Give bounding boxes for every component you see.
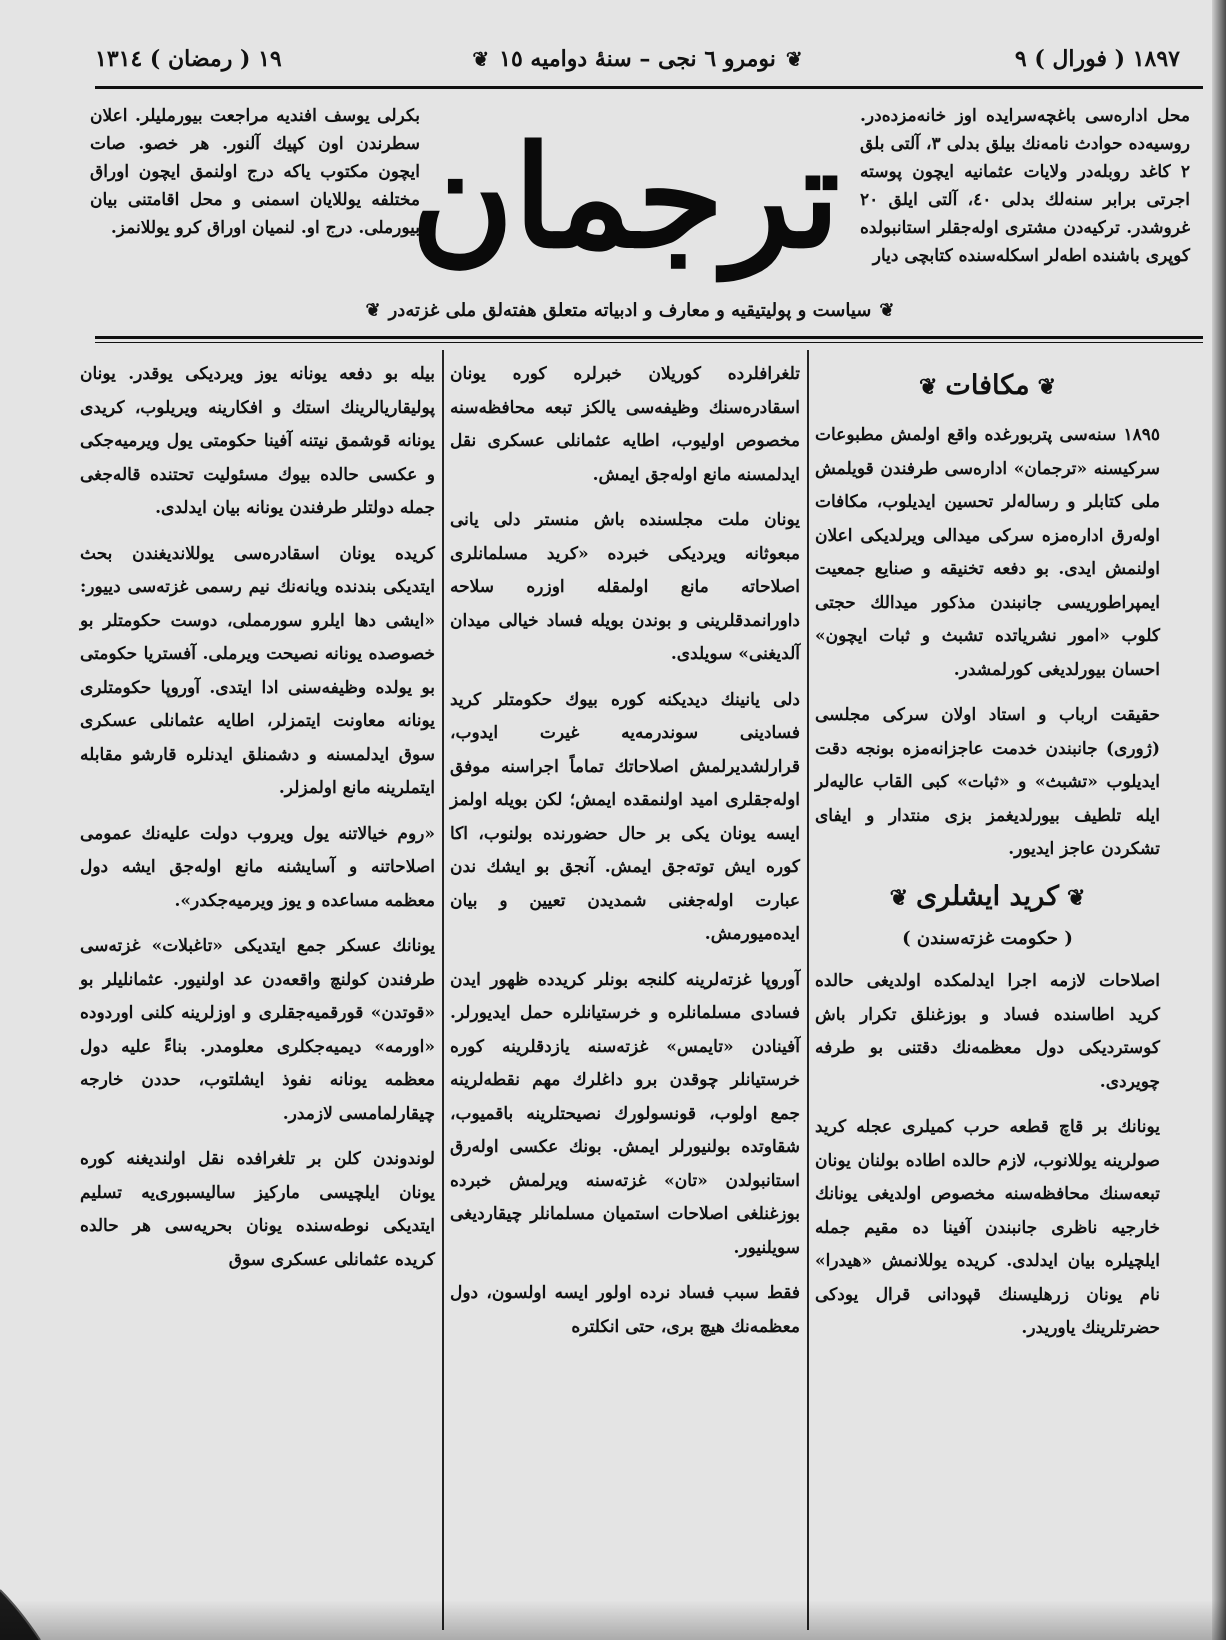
paragraph: یونانك بر قاچ قطعه حرب کمیلری عجله کرید صولرینه یوللانوب، لازم حالده اطاده بولنان یونان تبعه‌سنك محافظه‌سنه مخصوص اولدیغی یونانك خارجیه ناظری جانبندن آفینا ده مقیم جمله ایلچیلره بیان ایدلدی. کریده یوللانمش «هیدرا» نام یونان زرهلیسنك قپودانی قرال یودکی حضرتلرینك یاوریدر.	[815, 1117, 1160, 1338]
heading-text: مکافات	[945, 370, 1030, 401]
column-right	[815, 358, 1160, 1358]
ear-left-text: بکرلی یوسف افندیه مراجعت بیورملیلر. اعلان سطرندن اون کپیك آلنور. هر خصو. صات ایچون مکتوب یاکه درج اولنمق ایچون اوراق مختلفه یوللایان اسمنی و محل اقامتنی بیان بیورملی. درج او. لنمیان اوراق کرو یوللانمز.	[90, 106, 420, 238]
ornament-icon: ❦	[889, 884, 909, 911]
column-middle	[450, 358, 800, 1356]
ornament-icon: ❦	[365, 300, 381, 321]
page-edge-shadow	[1212, 0, 1226, 1640]
paragraph: یونان ملت مجلسنده باش منستر دلی یانی مبعوثانه ویردیکی خبرده «کرید مسلمانلری اصلاحاته مانع اولمقله اوزره سلاحه داورانمدقلرینی و بوندن بویله فساد خیالی میدان آلدیغنی» سویلدی.	[450, 510, 800, 664]
paragraph: یونانك عسکر جمع ایتدیکی «تاغبلات» غزته‌سی طرفندن کولنچ واقعه‌دن عد اولنیور. عثمانلیلر بو «قوتدن» قورقمیه‌جقلری و اوزلرینه کلنی اوردوده «اورمه» دیمیه‌جکلری معلومدر. بناءً علیه دول معظمه یونانه نفوذ ایشلتوب، حددن خارجه چیقارلمامسی لازمدر.	[80, 936, 435, 1124]
paragraph: دلی یانینك دیدیکنه کوره بیوك حکومتلر کرید فسادینی سوندرمه‌یه غیرت ایدوب، قرارلشدیرلمش اصلاحاتك تماماً اجراسنه موفق اوله‌جقلری امید اولنمقده ایمش؛ لکن بویله اولمز ایسه یونان یکی بر حال حضورنده بولنوب، اکا کوره ایش توته‌جق ایمش. آنجق بو ایشك ندن عبارت اوله‌جغنی شمدیدن تعیین و بیان ایده‌میورمش.	[450, 689, 800, 944]
paragraph: بیله بو دفعه یونانه یوز ویردیکی یوقدر. یونان پولیقاریالرینك استك و افکارینه ویریلوب، کریدی یونانه قوشمق نیتنه آفینا حکومتی یول ویرمیه‌جکی و عکسی حالده بیوك مسئولیت تحتنده قاله‌جغی جمله دولتلر طرفندن یونانه بیان ایدلدی.	[80, 364, 435, 518]
heading-text: کرید ایشلری	[916, 880, 1059, 912]
top-rule	[95, 86, 1203, 89]
paragraph: ١٨٩٥ سنه‌سی پتربورغده واقع اولمش مطبوعات سرکیسنه «ترجمان» اداره‌سی طرفندن قویلمش ملی کتابلر و رساله‌لر تحسین ایدیلوب، مکافات اوله‌رق اداره‌مزه سرکی میدالی ویرلدیکی اعلان اولنمش ایدی. بو دفعه تخنیقه و صنایع جمعیت ایمپراطوریسی جانبندن مذکور میدالك حجتی کلوب «امور نشریاتده تشبث و ثبات ایچون» احسان بیورلدیغی کورلمشدر.	[815, 425, 1160, 680]
ornament-icon: ❦	[785, 47, 803, 71]
ear-advertising-info	[90, 102, 420, 242]
paragraph: فقط سبب فساد نرده اولور ایسه اولسون، دول معظمه‌نك هیچ بری، حتی انکلتره	[450, 1283, 800, 1337]
article-heading-rewards	[815, 368, 1160, 405]
ornament-icon: ❦	[918, 374, 938, 400]
masthead-subtitle	[310, 300, 950, 321]
ornament-icon: ❦	[472, 47, 490, 71]
ear-right-text: محل اداره‌سی باغچه‌سرایده اوز خانه‌مزده‌در. روسیه‌ده حوادث نامه‌نك بیلق بدلی ٣، آلتی بلق ٢ کاغد روبله‌در ولایات عثمانیه ایچون پوسته اجرتی برابر سنه‌لك بدلی ٤٠، آلتی ایلق ٢٠ غروشدر. ترکیه‌دن مشتری اوله‌جقلر استانبولده کوپری باشنده اطه‌لر اسکله‌سنده کتابچی دیار	[860, 106, 1190, 266]
paragraph: «روم خیالاتنه یول ویروب دولت علیه‌نك عمومی اصلاحاتنه و آسایشنه مانع اوله‌جق ایشه دول معظمه مساعده و یوز ویرمیه‌جکدر».	[80, 823, 435, 911]
paragraph: لوندوندن کلن بر تلغرافده نقل اولندیغنه کوره یونان ایلچیسی مارکیز سالیسبوری‌یه تسلیم ایتدیکی نوطه‌سنده یونان بحریه‌سی هر حالده کریده عثمانلی عسکری سوق	[80, 1149, 435, 1270]
masthead-rule	[95, 336, 1203, 339]
column-left	[80, 358, 435, 1289]
dateline-hijri: ١٩ ( رمضان ) ١٣١٤	[95, 46, 282, 72]
masthead	[410, 108, 840, 298]
bottom-shadow	[0, 1600, 1226, 1640]
column-divider	[807, 350, 809, 1630]
ornament-icon: ❦	[879, 300, 895, 321]
dateline	[95, 42, 1180, 82]
paragraph: کریده یونان اسقادره‌سی یوللاندیغندن بحث ایتدیکی بندنده ویانه‌نك نیم رسمی غزته‌سی دییور: «ایشی دها ایلرو سورمملی، دوست حکومتلر بو خصوصده یونانه نصیحت ویرملی. آفستریا حکومتی بو یولده وظیفه‌سنی ادا ایتدی. آوروپا حکومتلری یونانه معاونت ایتمزلر، اطایه عثمانلی عسکری سوق ایدلمسنه و دشمنلق ایدنلره قارشو مقابله ایتملرینه مانع اولمزلر.	[80, 543, 435, 798]
masthead-title: ترجمان	[410, 116, 840, 280]
article-heading-crete	[815, 879, 1160, 916]
paragraph: آوروپا غزته‌لرینه کلنجه بونلر کریدده ظهور ایدن فسادی مسلمانلره و خرستیانلره حمل ایدیورلر. آفینادن «تایمس» غزته‌سنه یازدقلرینه کوره خرستیانلر چوقدن برو داغلرك مهم نقطه‌لرینه جمع اولوب، قونسولورك نصیحتلرینه باقمیوب، شقاوتده بولنیورلر ایمش. بونك عکسی اوله‌رق استانبولدن «تان» غزته‌سنه ویرلمش خبرده بوزغنلغی اصلاحات استمیان مسلمانلر چیقاردیغی سویلنیور.	[450, 969, 800, 1258]
column-divider	[442, 350, 444, 1630]
article-source: ( حکومت غزته‌سندن )	[902, 927, 1073, 949]
paragraph: اصلاحات لازمه اجرا ایدلمکده اولدیغی حالده کرید اطاسنده فساد و بوزغنلق تکرار باش کوستردیکی دول معظمه‌نك دقتنی بو طرفه چویردی.	[815, 971, 1160, 1092]
dateline-gregorian: ١٨٩٧ ( فورال ) ٩	[1014, 46, 1180, 72]
dateline-issue-text: نومرو ٦ نجی – سنهٔ دوامیه ١٥	[499, 46, 776, 72]
ornament-icon: ❦	[1066, 884, 1086, 911]
masthead-rule-thin	[95, 342, 1203, 343]
paragraph: تلغرافلرده کوریلان خبرلره کوره یونان اسقادره‌سنك وظیفه‌سی یالکز تبعه محافظه‌سنه مخصوص اولیوب، اطایه عثمانلی عسکری نقل ایدلمسنه مانع اوله‌جق ایمش.	[450, 364, 800, 485]
subtitle-text: سیاست و پولیتیقیه و معارف و ادبیاته متعلق هفته‌لق ملی غزته‌در	[388, 300, 872, 321]
ornament-icon: ❦	[1037, 374, 1057, 400]
ear-subscription-info	[860, 102, 1190, 270]
paragraph: حقیقت ارباب و استاد اولان سرکی مجلسی (ژوری) جانبندن خدمت عاجزانه‌مزه بونجه دقت ایدیلوب «تشبث» و «ثبات» کبی القاب عالیه‌لر ایله تلطیف بیورلدیغمز بزی منتدار و ایفای تشکردن عاجز ایدیور.	[815, 705, 1160, 859]
